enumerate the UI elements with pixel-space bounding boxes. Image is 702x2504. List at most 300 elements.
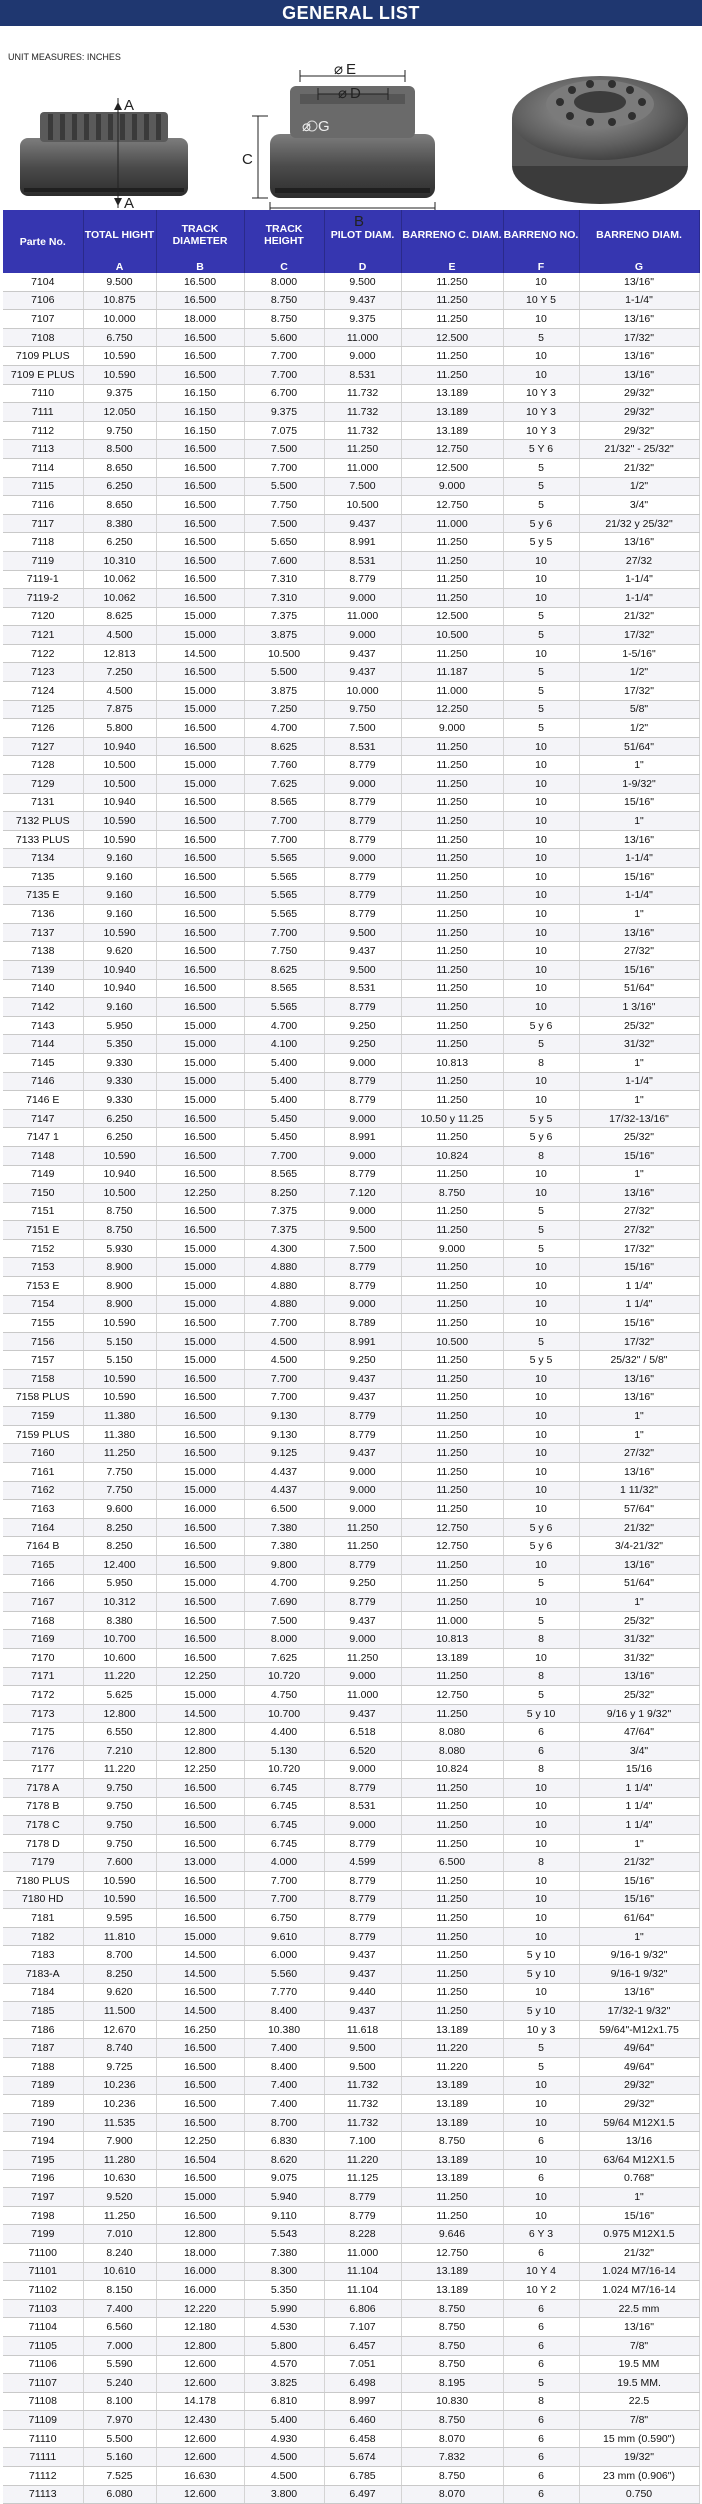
table-cell: 16.500 — [156, 923, 244, 942]
table-cell: 10.000 — [83, 310, 156, 329]
table-cell: 5.350 — [83, 1035, 156, 1054]
table-cell: 11.250 — [401, 812, 503, 831]
table-cell: 6 — [503, 2336, 579, 2355]
table-row — [3, 1797, 699, 1816]
table-cell: 10 — [503, 347, 579, 366]
table-cell: 10.500 — [83, 775, 156, 794]
table-cell: 10.940 — [83, 1165, 156, 1184]
table-cell: 9.437 — [324, 663, 401, 682]
table-cell: 10 — [503, 644, 579, 663]
table-cell: 8.700 — [83, 1946, 156, 1965]
table-cell: 4.930 — [244, 2429, 324, 2448]
table-cell: 5.600 — [244, 328, 324, 347]
table-cell: 15/16" — [579, 2206, 699, 2225]
table-cell: 27/32" — [579, 1221, 699, 1240]
drum-dimension-view — [242, 61, 435, 230]
table-row — [3, 291, 699, 310]
table-cell: 16.500 — [156, 1202, 244, 1221]
table-cell: 6 — [503, 2299, 579, 2318]
table-cell: 11.380 — [83, 1407, 156, 1426]
part-number-cell: 71106 — [3, 2355, 83, 2374]
table-cell: 3/4" — [579, 1741, 699, 1760]
table-cell: 11.250 — [401, 2206, 503, 2225]
part-number-cell: 7179 — [3, 1853, 83, 1872]
table-cell: 4.500 — [83, 682, 156, 701]
table-cell: 7.100 — [324, 2132, 401, 2151]
table-cell: 10.700 — [83, 1630, 156, 1649]
part-number-cell: 7169 — [3, 1630, 83, 1649]
table-row — [3, 551, 699, 570]
table-cell: 11.250 — [401, 905, 503, 924]
table-cell: 8.750 — [244, 310, 324, 329]
table-cell: 15/16" — [579, 1258, 699, 1277]
table-row — [3, 310, 699, 329]
table-row — [3, 1500, 699, 1519]
table-cell: 12.250 — [401, 700, 503, 719]
table-cell: 21/32" — [579, 1518, 699, 1537]
table-cell: 8.740 — [83, 2039, 156, 2058]
table-cell: 5.940 — [244, 2188, 324, 2207]
table-cell: 8.779 — [324, 905, 401, 924]
part-number-cell: 71103 — [3, 2299, 83, 2318]
table-cell: 11.535 — [83, 2113, 156, 2132]
table-cell: 5 — [503, 1332, 579, 1351]
part-number-cell: 7135 — [3, 868, 83, 887]
table-cell: 12.500 — [401, 607, 503, 626]
table-cell: 12.800 — [156, 1741, 244, 1760]
table-cell: 5.400 — [244, 2411, 324, 2430]
table-cell: 11.280 — [83, 2150, 156, 2169]
table-cell: 8.779 — [324, 1593, 401, 1612]
table-cell: 10 — [503, 737, 579, 756]
table-cell: 1.024 M7/16-14 — [579, 2281, 699, 2300]
table-cell: 7.075 — [244, 421, 324, 440]
table-cell: 9.000 — [324, 1481, 401, 1500]
part-number-cell: 7151 — [3, 1202, 83, 1221]
table-cell: 10 — [503, 1816, 579, 1835]
part-number-cell: 7140 — [3, 979, 83, 998]
table-cell: 6.745 — [244, 1834, 324, 1853]
table-cell: 29/32" — [579, 2095, 699, 2114]
part-number-cell: 7161 — [3, 1463, 83, 1482]
table-cell: 8 — [503, 2392, 579, 2411]
table-body — [3, 273, 699, 2504]
table-cell: 16.500 — [156, 2039, 244, 2058]
table-cell: 11.618 — [324, 2020, 401, 2039]
table-cell: 3.875 — [244, 682, 324, 701]
part-number-cell: 7109 E PLUS — [3, 365, 83, 384]
table-row — [3, 1630, 699, 1649]
part-number-cell: 7119 — [3, 551, 83, 570]
table-cell: 16.500 — [156, 1407, 244, 1426]
table-cell: 11.250 — [401, 1704, 503, 1723]
table-row — [3, 2113, 699, 2132]
part-number-cell: 71101 — [3, 2262, 83, 2281]
table-cell: 7.500 — [324, 477, 401, 496]
table-cell: 6.500 — [244, 1500, 324, 1519]
table-row — [3, 2281, 699, 2300]
table-cell: 9.500 — [324, 960, 401, 979]
table-cell: 9.000 — [401, 719, 503, 738]
part-number-cell: 7134 — [3, 849, 83, 868]
table-cell: 51/64" — [579, 1574, 699, 1593]
table-cell: 16.500 — [156, 1816, 244, 1835]
part-number-cell: 7184 — [3, 1983, 83, 2002]
table-cell: 49/64" — [579, 2039, 699, 2058]
table-cell: 11.250 — [324, 1537, 401, 1556]
table-cell: 4.100 — [244, 1035, 324, 1054]
table-row — [3, 365, 699, 384]
table-cell: 5 — [503, 1611, 579, 1630]
table-cell: 1/2" — [579, 719, 699, 738]
table-row — [3, 607, 699, 626]
part-number-cell: 7129 — [3, 775, 83, 794]
table-cell: 10.590 — [83, 1370, 156, 1389]
table-cell: 8.750 — [401, 2355, 503, 2374]
table-cell: 8.750 — [401, 2299, 503, 2318]
column-header: TRACK HEIGHT — [244, 210, 324, 260]
part-number-cell: 7152 — [3, 1239, 83, 1258]
table-cell: 5.350 — [244, 2281, 324, 2300]
table-cell: 7.375 — [244, 1202, 324, 1221]
table-cell: 12.180 — [156, 2318, 244, 2337]
table-cell: 11.250 — [401, 737, 503, 756]
table-cell: 10.062 — [83, 570, 156, 589]
table-cell: 16.500 — [156, 663, 244, 682]
part-number-cell: 7135 E — [3, 886, 83, 905]
table-cell: 12.250 — [156, 1667, 244, 1686]
part-number-cell: 7133 PLUS — [3, 830, 83, 849]
table-cell: 10.500 — [324, 496, 401, 515]
table-cell: 8 — [503, 1146, 579, 1165]
table-cell: 16.500 — [156, 1555, 244, 1574]
table-cell: 8.779 — [324, 1872, 401, 1891]
table-cell: 11.000 — [324, 328, 401, 347]
table-row — [3, 1016, 699, 1035]
table-row — [3, 1816, 699, 1835]
table-cell: 15.000 — [156, 775, 244, 794]
table-cell: 10.380 — [244, 2020, 324, 2039]
table-cell: 9.500 — [324, 273, 401, 291]
table-cell: 7.750 — [244, 496, 324, 515]
table-cell: 13.189 — [401, 421, 503, 440]
table-row — [3, 2188, 699, 2207]
table-cell: 11.250 — [401, 849, 503, 868]
table-cell: 5 — [503, 663, 579, 682]
part-number-cell: 7145 — [3, 1053, 83, 1072]
table-cell: 10.824 — [401, 1146, 503, 1165]
table-cell: 1-1/4" — [579, 1072, 699, 1091]
table-cell: 10.600 — [83, 1648, 156, 1667]
table-cell: 6.497 — [324, 2485, 401, 2504]
table-cell: 16.500 — [156, 1890, 244, 1909]
table-cell: 10 — [503, 1165, 579, 1184]
table-cell: 12.430 — [156, 2411, 244, 2430]
table-cell: 14.500 — [156, 1946, 244, 1965]
table-row — [3, 2058, 699, 2077]
table-cell: 6.520 — [324, 1741, 401, 1760]
table-cell: 5 y 10 — [503, 1946, 579, 1965]
table-cell: 9.160 — [83, 905, 156, 924]
table-cell: 7.107 — [324, 2318, 401, 2337]
table-cell: 9.330 — [83, 1072, 156, 1091]
table-cell: 17/32" — [579, 1239, 699, 1258]
table-cell: 10.720 — [244, 1667, 324, 1686]
table-cell: 5 — [503, 682, 579, 701]
table-cell: 7.310 — [244, 589, 324, 608]
table-cell: 12.050 — [83, 403, 156, 422]
table-cell: 9.440 — [324, 1983, 401, 2002]
table-cell: 16.500 — [156, 1611, 244, 1630]
table-cell: 16.500 — [156, 719, 244, 738]
part-number-cell: 7125 — [3, 700, 83, 719]
table-cell: 1 1/4" — [579, 1816, 699, 1835]
table-cell: 8.080 — [401, 1741, 503, 1760]
table-cell: 10.590 — [83, 923, 156, 942]
table-cell: 8.750 — [401, 2336, 503, 2355]
part-number-cell: 7113 — [3, 440, 83, 459]
table-cell: 16.500 — [156, 1221, 244, 1240]
table-cell: 8.625 — [83, 607, 156, 626]
table-cell: 8.750 — [401, 2411, 503, 2430]
table-cell: 8.565 — [244, 1165, 324, 1184]
part-number-cell: 7146 — [3, 1072, 83, 1091]
table-cell: 7.380 — [244, 1518, 324, 1537]
table-cell: 6.830 — [244, 2132, 324, 2151]
table-cell: 16.500 — [156, 737, 244, 756]
table-cell: 9.125 — [244, 1444, 324, 1463]
table-cell: 4.500 — [244, 1351, 324, 1370]
table-cell: 5 y 6 — [503, 1537, 579, 1556]
table-cell: 11.000 — [324, 2243, 401, 2262]
table-cell: 9/16-1 9/32" — [579, 1965, 699, 1984]
table-cell: 16.150 — [156, 421, 244, 440]
table-cell: 6.560 — [83, 2318, 156, 2337]
part-number-cell: 7144 — [3, 1035, 83, 1054]
table-cell: 8.620 — [244, 2150, 324, 2169]
table-cell: 13/16" — [579, 1667, 699, 1686]
table-cell: 5/8" — [579, 700, 699, 719]
table-cell: 16.500 — [156, 1630, 244, 1649]
table-cell: 10.813 — [401, 1630, 503, 1649]
table-cell: 7.625 — [244, 775, 324, 794]
part-number-cell: 7196 — [3, 2169, 83, 2188]
table-cell: 10 — [503, 775, 579, 794]
table-cell: 16.500 — [156, 551, 244, 570]
part-number-cell: 7138 — [3, 942, 83, 961]
table-cell: 11.250 — [401, 1165, 503, 1184]
table-cell: 9.437 — [324, 514, 401, 533]
table-cell: 9.000 — [324, 1295, 401, 1314]
part-number-cell: 7180 HD — [3, 1890, 83, 1909]
table-cell: 8.991 — [324, 533, 401, 552]
part-number-cell: 71105 — [3, 2336, 83, 2355]
table-cell: 63/64 M12X1.5 — [579, 2150, 699, 2169]
table-cell: 6.750 — [83, 328, 156, 347]
table-cell: 4.437 — [244, 1463, 324, 1482]
part-number-cell: 7171 — [3, 1667, 83, 1686]
table-cell: 11.250 — [401, 1314, 503, 1333]
table-row — [3, 2411, 699, 2430]
table-cell: 7.700 — [244, 1388, 324, 1407]
table-cell: 18.000 — [156, 310, 244, 329]
table-cell: 3/4-21/32" — [579, 1537, 699, 1556]
table-cell: 16.500 — [156, 1165, 244, 1184]
table-cell: 8.250 — [83, 1537, 156, 1556]
table-row — [3, 2448, 699, 2467]
table-cell: 11.250 — [401, 1797, 503, 1816]
table-cell: 16.500 — [156, 1425, 244, 1444]
table-row — [3, 737, 699, 756]
column-letter: C — [244, 260, 324, 273]
column-header: BARRENO NO. — [503, 210, 579, 260]
table-cell: 17/32-13/16" — [579, 1109, 699, 1128]
table-cell: 11.250 — [401, 533, 503, 552]
table-cell: 21/32" — [579, 1853, 699, 1872]
table-cell: 12.800 — [156, 2225, 244, 2244]
table-cell: 21/32 y 25/32" — [579, 514, 699, 533]
table-cell: 9.600 — [83, 1500, 156, 1519]
table-cell: 5.500 — [244, 477, 324, 496]
table-cell: 16.500 — [156, 347, 244, 366]
part-number-cell: 7112 — [3, 421, 83, 440]
table-cell: 13.189 — [401, 403, 503, 422]
part-number-cell: 7153 — [3, 1258, 83, 1277]
table-cell: 10 — [503, 849, 579, 868]
table-cell: 10.062 — [83, 589, 156, 608]
table-cell: 0.750 — [579, 2485, 699, 2504]
part-number-cell: 7166 — [3, 1574, 83, 1593]
table-cell: 5.565 — [244, 998, 324, 1017]
table-cell: 11.250 — [401, 1481, 503, 1500]
table-cell: 10.590 — [83, 1890, 156, 1909]
table-cell: 11.250 — [401, 1128, 503, 1147]
table-cell: 10.940 — [83, 979, 156, 998]
table-row — [3, 1146, 699, 1165]
table-cell: 10 — [503, 570, 579, 589]
table-cell: 5.800 — [244, 2336, 324, 2355]
table-cell: 10 Y 2 — [503, 2281, 579, 2300]
table-cell: 16.500 — [156, 998, 244, 1017]
table-cell: 11.250 — [401, 1927, 503, 1946]
table-cell: 11.250 — [401, 1091, 503, 1110]
table-cell: 16.500 — [156, 830, 244, 849]
table-cell: 6 — [503, 2448, 579, 2467]
table-cell: 9.500 — [83, 273, 156, 291]
table-cell: 10.590 — [83, 830, 156, 849]
table-cell: 27/32" — [579, 942, 699, 961]
table-cell: 9.437 — [324, 1444, 401, 1463]
table-cell: 8.779 — [324, 1165, 401, 1184]
table-cell: 10.236 — [83, 2095, 156, 2114]
table-cell: 8.779 — [324, 1555, 401, 1574]
part-number-cell: 7160 — [3, 1444, 83, 1463]
table-row — [3, 570, 699, 589]
table-cell: 7.120 — [324, 1184, 401, 1203]
table-cell: 31/32" — [579, 1630, 699, 1649]
table-cell: 9.500 — [324, 1221, 401, 1240]
table-cell: 10 — [503, 1779, 579, 1798]
table-row — [3, 328, 699, 347]
table-row — [3, 1779, 699, 1798]
table-cell: 11.000 — [401, 1611, 503, 1630]
table-cell: 16.500 — [156, 1983, 244, 2002]
table-cell: 11.732 — [324, 2113, 401, 2132]
part-number-cell: 7173 — [3, 1704, 83, 1723]
table-cell: 1" — [579, 1165, 699, 1184]
table-cell: 9.610 — [244, 1927, 324, 1946]
part-number-cell: 7121 — [3, 626, 83, 645]
table-cell: 13.189 — [401, 2262, 503, 2281]
table-cell: 1" — [579, 756, 699, 775]
table-cell: 9.075 — [244, 2169, 324, 2188]
table-cell: 11.250 — [401, 942, 503, 961]
table-row — [3, 347, 699, 366]
table-cell: 6.518 — [324, 1723, 401, 1742]
table-cell: 5.950 — [83, 1574, 156, 1593]
part-number-cell: 7127 — [3, 737, 83, 756]
table-cell: 5 y 10 — [503, 1704, 579, 1723]
table-cell: 9.375 — [244, 403, 324, 422]
part-number-cell: 7115 — [3, 477, 83, 496]
table-cell: 11.104 — [324, 2262, 401, 2281]
table-cell: 12.250 — [156, 1184, 244, 1203]
table-cell: 8.779 — [324, 1258, 401, 1277]
table-row — [3, 1927, 699, 1946]
table-cell: 10.824 — [401, 1760, 503, 1779]
table-cell: 6 — [503, 1741, 579, 1760]
table-row — [3, 868, 699, 887]
table-cell: 10 — [503, 1463, 579, 1482]
table-cell: 8.565 — [244, 793, 324, 812]
part-number-cell: 7159 — [3, 1407, 83, 1426]
table-cell: 16.500 — [156, 477, 244, 496]
table-cell: 10.590 — [83, 1314, 156, 1333]
table-cell: 9.437 — [324, 1370, 401, 1389]
table-cell: 16.500 — [156, 905, 244, 924]
table-cell: 1 1/4" — [579, 1797, 699, 1816]
table-cell: 12.500 — [401, 328, 503, 347]
table-cell: 6 — [503, 2132, 579, 2151]
table-row — [3, 1574, 699, 1593]
table-cell: 6.745 — [244, 1779, 324, 1798]
table-cell: 13/16" — [579, 1555, 699, 1574]
table-cell: 6 — [503, 2169, 579, 2188]
table-cell: 10 — [503, 1444, 579, 1463]
table-cell: 15.000 — [156, 700, 244, 719]
table-cell: 8.750 — [83, 1221, 156, 1240]
table-cell: 5 y 5 — [503, 1109, 579, 1128]
table-cell: 10 — [503, 1072, 579, 1091]
table-cell: 6 — [503, 2355, 579, 2374]
table-cell: 1-1/4" — [579, 589, 699, 608]
table-cell: 9.437 — [324, 2002, 401, 2021]
table-cell: 5.590 — [83, 2355, 156, 2374]
table-cell: 10.50 y 11.25 — [401, 1109, 503, 1128]
table-cell: 4.599 — [324, 1853, 401, 1872]
table-cell: 1 1/4" — [579, 1295, 699, 1314]
part-number-cell: 7199 — [3, 2225, 83, 2244]
table-cell: 5 — [503, 1035, 579, 1054]
part-number-cell: 71110 — [3, 2429, 83, 2448]
svg-text:G: G — [318, 118, 330, 135]
table-cell: 10 — [503, 979, 579, 998]
table-cell: 8.779 — [324, 1277, 401, 1296]
table-cell: 6.745 — [244, 1797, 324, 1816]
table-row — [3, 2150, 699, 2169]
part-number-cell: 7164 B — [3, 1537, 83, 1556]
table-cell: 8.779 — [324, 756, 401, 775]
